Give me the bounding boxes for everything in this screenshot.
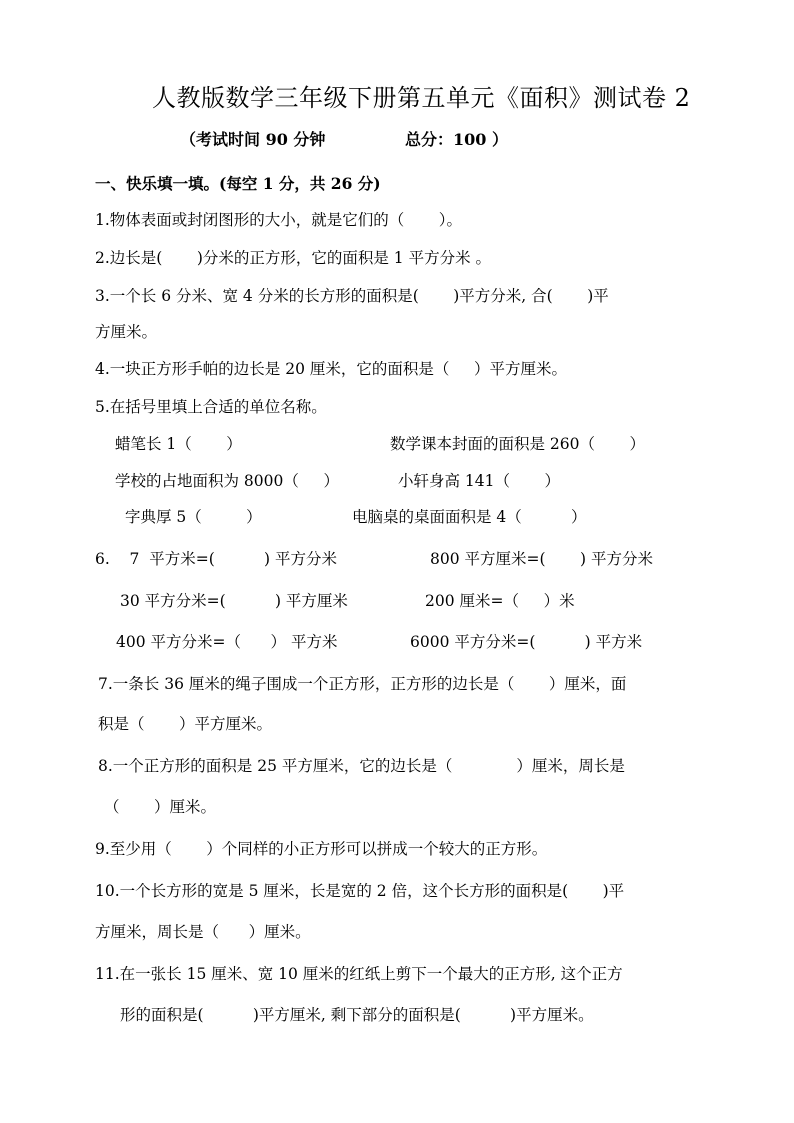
question-3-line-2: 方厘米。 <box>95 323 158 341</box>
question-10-line-1: 10.一个长方形的宽是 5 厘米，长是宽的 2 倍，这个长方形的面积是( )平 <box>95 882 625 900</box>
section-heading: 一、快乐填一填。(每空 1 分，共 26 分) <box>95 174 381 193</box>
question-11-line-2: 形的面积是( )平方厘米, 剩下部分的面积是( )平方厘米。 <box>120 1006 594 1024</box>
question-2: 2.边长是( )分米的正方形，它的面积是 1 平方分米 。 <box>95 249 492 267</box>
question-5-item-d: 小轩身高 141（ ） <box>398 472 561 490</box>
question-6-item-d: 200 厘米=（ ）米 <box>425 592 575 610</box>
question-5-item-c: 学校的占地面积为 8000（ ） <box>115 472 340 490</box>
question-6-item-b: 800 平方厘米=( ) 平方分米 <box>430 550 654 568</box>
question-8-line-1: 8.一个正方形的面积是 25 平方厘米，它的边长是（ ）厘米，周长是 <box>98 757 625 775</box>
question-8-line-2: （ ）厘米。 <box>104 798 216 816</box>
question-4: 4.一块正方形手帕的边长是 20 厘米，它的面积是（ ）平方厘米。 <box>95 360 568 378</box>
question-5-item-b: 数学课本封面的面积是 260（ ） <box>390 435 646 453</box>
question-5-item-a: 蜡笔长 1（ ） <box>115 435 242 453</box>
question-7-line-1: 7.一条长 36 厘米的绳子围成一个正方形，正方形的边长是（ ）厘米，面 <box>98 675 627 693</box>
question-6-item-c: 30 平方分米=( ) 平方厘米 <box>120 592 348 610</box>
question-6-item-e: 400 平方分米=（ ） 平方米 <box>116 633 338 651</box>
question-7-line-2: 积是（ ）平方厘米。 <box>98 715 272 733</box>
exam-time: （考试时间 90 分钟 <box>180 130 326 149</box>
question-5-intro: 5.在括号里填上合适的单位名称。 <box>95 398 327 416</box>
question-5-item-f: 电脑桌的桌面面积是 4（ ） <box>352 508 587 526</box>
question-5-item-e: 字典厚 5（ ） <box>125 508 262 526</box>
question-11-line-1: 11.在一张长 15 厘米、宽 10 厘米的红纸上剪下一个最大的正方形, 这个正方 <box>95 965 623 983</box>
question-6-item-f: 6000 平方分米=( ) 平方米 <box>410 633 643 651</box>
page-title: 人教版数学三年级下册第五单元《面积》测试卷 2 <box>152 84 691 112</box>
question-10-line-2: 方厘米，周长是（ ）厘米。 <box>95 923 311 941</box>
question-3-line-1: 3.一个长 6 分米、宽 4 分米的长方形的面积是( )平方分米, 合( )平 <box>95 287 609 305</box>
total-score: 总分：100 ） <box>405 130 508 149</box>
question-6-item-a: 6. 7 平方米=( ) 平方分米 <box>95 550 337 568</box>
question-9: 9.至少用（ ）个同样的小正方形可以拼成一个较大的正方形。 <box>95 840 548 858</box>
question-1: 1.物体表面或封闭图形的大小，就是它们的（ ）。 <box>95 211 463 229</box>
